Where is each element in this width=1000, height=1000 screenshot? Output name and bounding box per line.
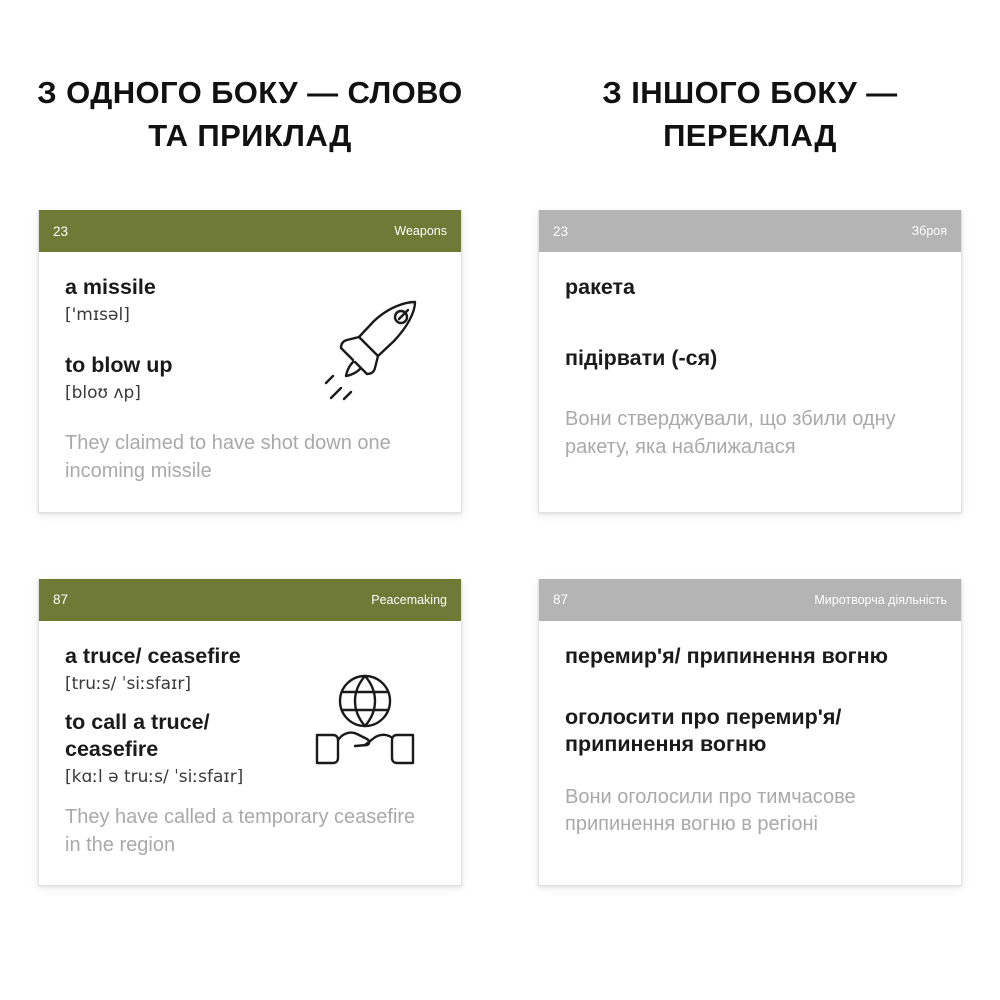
heading-right-text: З ІНШОГО БОКУ — ПЕРЕКЛАД	[602, 75, 898, 153]
card-number: 23	[553, 223, 569, 239]
card-topic: Зброя	[911, 224, 947, 238]
card-term-primary: ракета	[565, 275, 636, 299]
card-ipa-primary: ['mɪsəl]	[65, 305, 130, 326]
cell-87-en	[0, 579, 500, 887]
card-term-primary: a truce/ ceasefire	[65, 643, 241, 668]
card-term-secondary: оголосити про перемир'я/ припинення вогню	[565, 704, 842, 756]
card-header	[539, 210, 961, 252]
card-topic: Weapons	[394, 224, 447, 238]
heading-right	[500, 72, 1000, 158]
card-ipa-primary: [truːs/ ˈsiːsfaɪr]	[65, 673, 191, 694]
globe-in-hands-icon	[295, 665, 435, 777]
card-header	[39, 210, 461, 252]
card-header	[539, 579, 961, 621]
card-example: They claimed to have shot down one incoming missile	[65, 432, 391, 482]
card-ipa-secondary: [bloʊ ʌp]	[65, 383, 141, 404]
card-term-secondary: підірвати (-ся)	[565, 346, 718, 371]
card-term-primary: a missile	[65, 275, 156, 299]
card-body	[39, 621, 461, 886]
card-body	[539, 621, 961, 865]
card-body	[39, 252, 461, 512]
heading-left-text: З ОДНОГО БОКУ — СЛОВО ТА ПРИКЛАД	[37, 75, 463, 153]
cell-87-uk	[500, 579, 1000, 887]
card-number: 23	[53, 223, 69, 239]
card-topic: Peacemaking	[371, 592, 447, 607]
card-example: Вони оголосили про тимчасове припинення вогню в регіоні	[565, 785, 856, 836]
flashcard-87-back[interactable]	[538, 579, 962, 887]
card-number: 87	[53, 592, 69, 608]
card-row-87	[0, 579, 1000, 887]
column-headings	[0, 0, 1000, 158]
cell-23-en	[0, 210, 500, 513]
flashcard-87-front[interactable]	[38, 579, 462, 887]
card-ipa-secondary: [kɑːl ə truːs/ ˈsiːsfaɪr]	[65, 766, 244, 787]
card-term-secondary: to call a truce/ ceasefire	[65, 709, 210, 761]
rocket-icon	[311, 292, 441, 412]
card-body	[539, 252, 961, 487]
heading-left	[0, 72, 500, 158]
flashcard-23-front[interactable]	[38, 210, 462, 513]
card-row-23	[0, 210, 1000, 513]
card-number: 87	[553, 592, 569, 608]
card-header	[39, 579, 461, 621]
card-example: Вони стверджували, що збили одну ракету, яка наближалася	[565, 408, 896, 458]
card-term-secondary: to blow up	[65, 353, 173, 378]
cell-23-uk	[500, 210, 1000, 513]
cards-grid	[0, 210, 1000, 886]
card-term-primary: перемир'я/ припинення вогню	[565, 643, 888, 668]
card-topic: Миротворча діяльність	[814, 592, 947, 607]
card-example: They have called a temporary ceasefire in the region	[65, 805, 416, 856]
flashcard-23-back[interactable]	[538, 210, 962, 513]
